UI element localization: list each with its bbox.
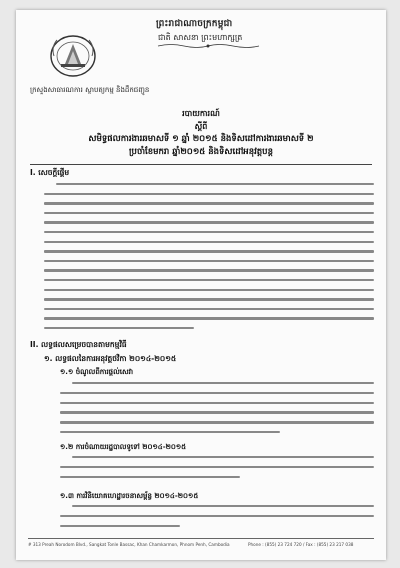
subsection-heading-expenditure: ១.២ ការចំណាយរដ្ឋបាលទូទៅ ២០១៤-២០១៥: [60, 443, 187, 451]
body-text-line: [44, 327, 194, 329]
body-text-line: [44, 241, 374, 243]
body-text-line: [44, 202, 374, 204]
body-text-line: [72, 505, 374, 507]
body-text-line: [44, 279, 374, 281]
body-text-line: [60, 421, 374, 423]
footer-divider: [28, 538, 374, 539]
report-subtitle: ស្តីពី: [194, 122, 208, 131]
body-text-line: [44, 298, 374, 300]
section-heading-results: II. លទ្ធផលសម្រេចបានតាមកម្មវិធី: [30, 340, 127, 349]
report-title: របាយការណ៍: [182, 109, 220, 118]
title-divider: [30, 164, 372, 165]
body-text-line: [44, 269, 374, 271]
body-text-line: [44, 212, 374, 214]
body-text-line: [44, 289, 374, 291]
body-text-line: [44, 193, 374, 195]
body-text-line: [72, 456, 374, 458]
footer-contact: Phone : (855) 23 724 720 / Fax : (855) 23 217 038: [248, 542, 354, 547]
body-text-line: [60, 411, 374, 413]
body-text-line: [44, 221, 374, 223]
body-text-line: [44, 231, 374, 233]
body-text-line: [44, 260, 374, 262]
body-text-line: [60, 466, 374, 468]
report-period-line: ប្រចាំខែមករា ឆ្នាំ២០១៥ និងទិសដៅអនុវត្តបន្ត: [129, 147, 273, 157]
section-heading-introduction: I. សេចក្តីផ្តើម: [30, 168, 70, 177]
body-text-line: [60, 402, 374, 404]
body-text-line: [60, 476, 240, 478]
body-text-line: [44, 317, 374, 319]
footer-address: # 313 Preah Norodom Blvd., Sangkat Tonle Bassac, Khan Chamkarmon, Phnom Penh, Cambodia: [28, 542, 230, 547]
document-page: [16, 10, 386, 560]
body-text-line: [60, 431, 280, 433]
ministry-emblem-icon: [48, 32, 98, 78]
subsection-heading-budget: ១. លទ្ធផលនៃការអនុវត្តថវិកា ២០១៤-២០១៥: [44, 354, 177, 363]
body-text-line: [56, 183, 374, 185]
body-text-line: [60, 515, 374, 517]
subsection-heading-investment: ១.៣ ការវិនិយោគហេដ្ឋារចនាសម្ព័ន្ធ ២០១៤-២០១៥: [60, 492, 199, 500]
subsection-heading-revenue: ១.១ ចំណូលពីការផ្តល់សេវា: [60, 368, 134, 376]
report-topic-line: សមិទ្ធផលការងារឆមាសទី ១ ឆ្នាំ ២០១៥ និងទិសដៅការងារឆមាសទី ២: [88, 134, 314, 144]
body-text-line: [44, 250, 374, 252]
body-text-line: [60, 525, 180, 527]
body-text-line: [60, 392, 374, 394]
kingdom-heading: ព្រះរាជាណាចក្រកម្ពុជា: [156, 19, 233, 29]
body-text-line: [44, 308, 374, 310]
header-ornament: [156, 43, 261, 49]
body-text-line: [72, 382, 374, 384]
national-motto: ជាតិ សាសនា ព្រះមហាក្សត្រ: [158, 33, 243, 42]
ministry-name: ក្រសួងសាធារណការ ស្ថាបត្យកម្ម និងដឹកជញ្ជូន: [30, 86, 150, 94]
